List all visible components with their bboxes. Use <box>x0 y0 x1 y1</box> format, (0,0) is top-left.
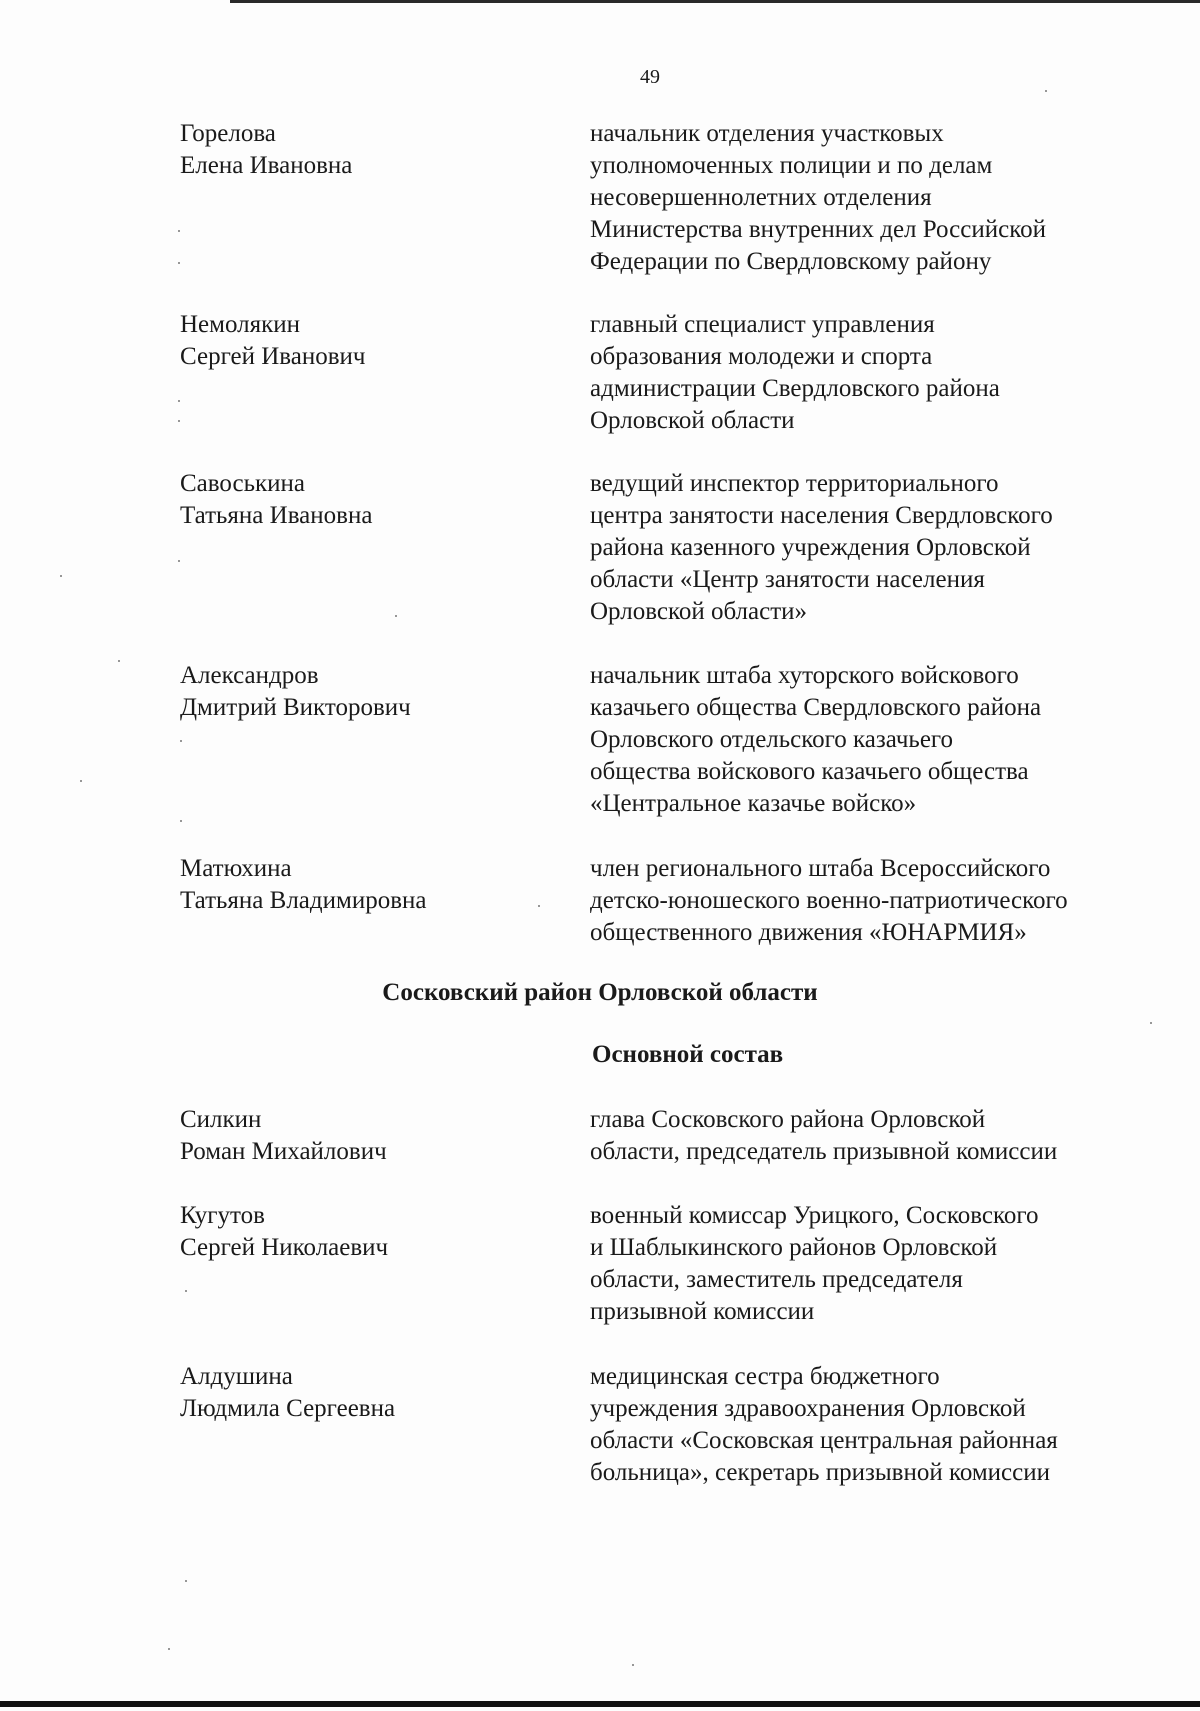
position-line: учреждения здравоохранения Орловской <box>590 1395 1026 1422</box>
page-number: 49 <box>640 66 660 88</box>
position-line: ведущий инспектор территориального <box>590 470 999 497</box>
member-given-names: Роман Михайлович <box>180 1138 387 1165</box>
scan-speck <box>538 905 540 907</box>
position-line: области, председатель призывной комиссии <box>590 1138 1058 1165</box>
member-given-names: Татьяна Ивановна <box>180 502 373 529</box>
position-line: начальник штаба хуторского войскового <box>590 662 1019 689</box>
scan-speck <box>178 400 180 402</box>
scan-speck <box>632 1664 634 1666</box>
position-line: глава Сосковского района Орловской <box>590 1106 986 1133</box>
scan-speck <box>178 262 180 264</box>
position-line: администрации Свердловского района <box>590 375 1000 402</box>
member-surname: Алдушина <box>180 1363 293 1390</box>
scan-speck <box>60 575 62 577</box>
position-line: начальник отделения участковых <box>590 120 944 147</box>
scan-speck <box>185 1290 187 1292</box>
scan-speck <box>180 740 182 742</box>
position-line: больница», секретарь призывной комиссии <box>590 1459 1051 1486</box>
position-line: района казенного учреждения Орловской <box>590 534 1031 561</box>
scan-speck <box>1045 90 1047 92</box>
member-position <box>590 1200 1150 1328</box>
position-line: общественного движения «ЮНАРМИЯ» <box>590 919 1027 946</box>
scan-speck <box>178 230 180 232</box>
scan-speck <box>395 615 397 617</box>
scan-top-edge <box>230 0 1200 3</box>
position-line: Министерства внутренних дел Российской <box>590 216 1046 243</box>
position-line: уполномоченных полиции и по делам <box>590 152 993 179</box>
position-line: призывной комиссии <box>590 1298 815 1325</box>
member-name <box>180 118 520 182</box>
scan-speck <box>80 780 82 782</box>
subsection-title: Основной состав <box>592 1041 784 1068</box>
position-line: Федерации по Свердловскому району <box>590 248 992 275</box>
scan-bottom-edge <box>0 1701 1200 1707</box>
member-surname: Савоськина <box>180 470 306 497</box>
position-line: «Центральное казачье войско» <box>590 790 917 817</box>
member-given-names: Сергей Иванович <box>180 343 366 370</box>
member-position <box>590 1361 1150 1489</box>
member-position <box>590 309 1150 437</box>
scan-speck <box>178 420 180 422</box>
position-line: области, заместитель председателя <box>590 1266 963 1293</box>
position-line: Орловской области <box>590 407 795 434</box>
member-name <box>180 1104 520 1168</box>
position-line: член регионального штаба Всероссийского <box>590 855 1051 882</box>
position-line: казачьего общества Свердловского района <box>590 694 1042 721</box>
position-line: главный специалист управления <box>590 311 935 338</box>
member-name <box>180 1361 520 1425</box>
member-position <box>590 1104 1150 1168</box>
position-line: несовершеннолетних отделения <box>590 184 932 211</box>
member-given-names: Дмитрий Викторович <box>180 694 411 721</box>
member-position <box>590 118 1150 278</box>
position-line: детско-юношеского военно-патриотического <box>590 887 1068 914</box>
position-line: области «Центр занятости населения <box>590 566 985 593</box>
position-line: общества войскового казачьего общества <box>590 758 1029 785</box>
scan-speck <box>168 1648 170 1650</box>
position-line: и Шаблыкинского районов Орловской <box>590 1234 998 1261</box>
scan-speck <box>185 1580 187 1582</box>
position-line: образования молодежи и спорта <box>590 343 933 370</box>
member-surname: Александров <box>180 662 319 689</box>
scan-speck <box>180 820 182 822</box>
scan-speck <box>118 660 120 662</box>
member-name <box>180 1200 520 1264</box>
position-line: Орловской области» <box>590 598 808 625</box>
member-given-names: Людмила Сергеевна <box>180 1395 396 1422</box>
member-given-names: Татьяна Владимировна <box>180 887 427 914</box>
member-name <box>180 853 520 917</box>
member-name <box>180 660 520 724</box>
member-position <box>590 853 1150 949</box>
member-given-names: Сергей Николаевич <box>180 1234 389 1261</box>
member-surname: Матюхина <box>180 855 292 882</box>
scan-speck <box>1150 1022 1152 1024</box>
member-name <box>180 309 520 373</box>
section-title: Сосковский район Орловской области <box>382 979 818 1006</box>
member-surname: Кугутов <box>180 1202 265 1229</box>
member-surname: Горелова <box>180 120 276 147</box>
member-surname: Силкин <box>180 1106 262 1133</box>
member-position <box>590 660 1150 820</box>
member-name <box>180 468 520 532</box>
position-line: медицинская сестра бюджетного <box>590 1363 940 1390</box>
member-position <box>590 468 1150 628</box>
member-surname: Немолякин <box>180 311 301 338</box>
position-line: центра занятости населения Свердловского <box>590 502 1053 529</box>
position-line: военный комиссар Урицкого, Сосковского <box>590 1202 1039 1229</box>
position-line: Орловского отдельского казачьего <box>590 726 954 753</box>
position-line: области «Сосковская центральная районная <box>590 1427 1058 1454</box>
member-given-names: Елена Ивановна <box>180 152 353 179</box>
scan-speck <box>178 560 180 562</box>
